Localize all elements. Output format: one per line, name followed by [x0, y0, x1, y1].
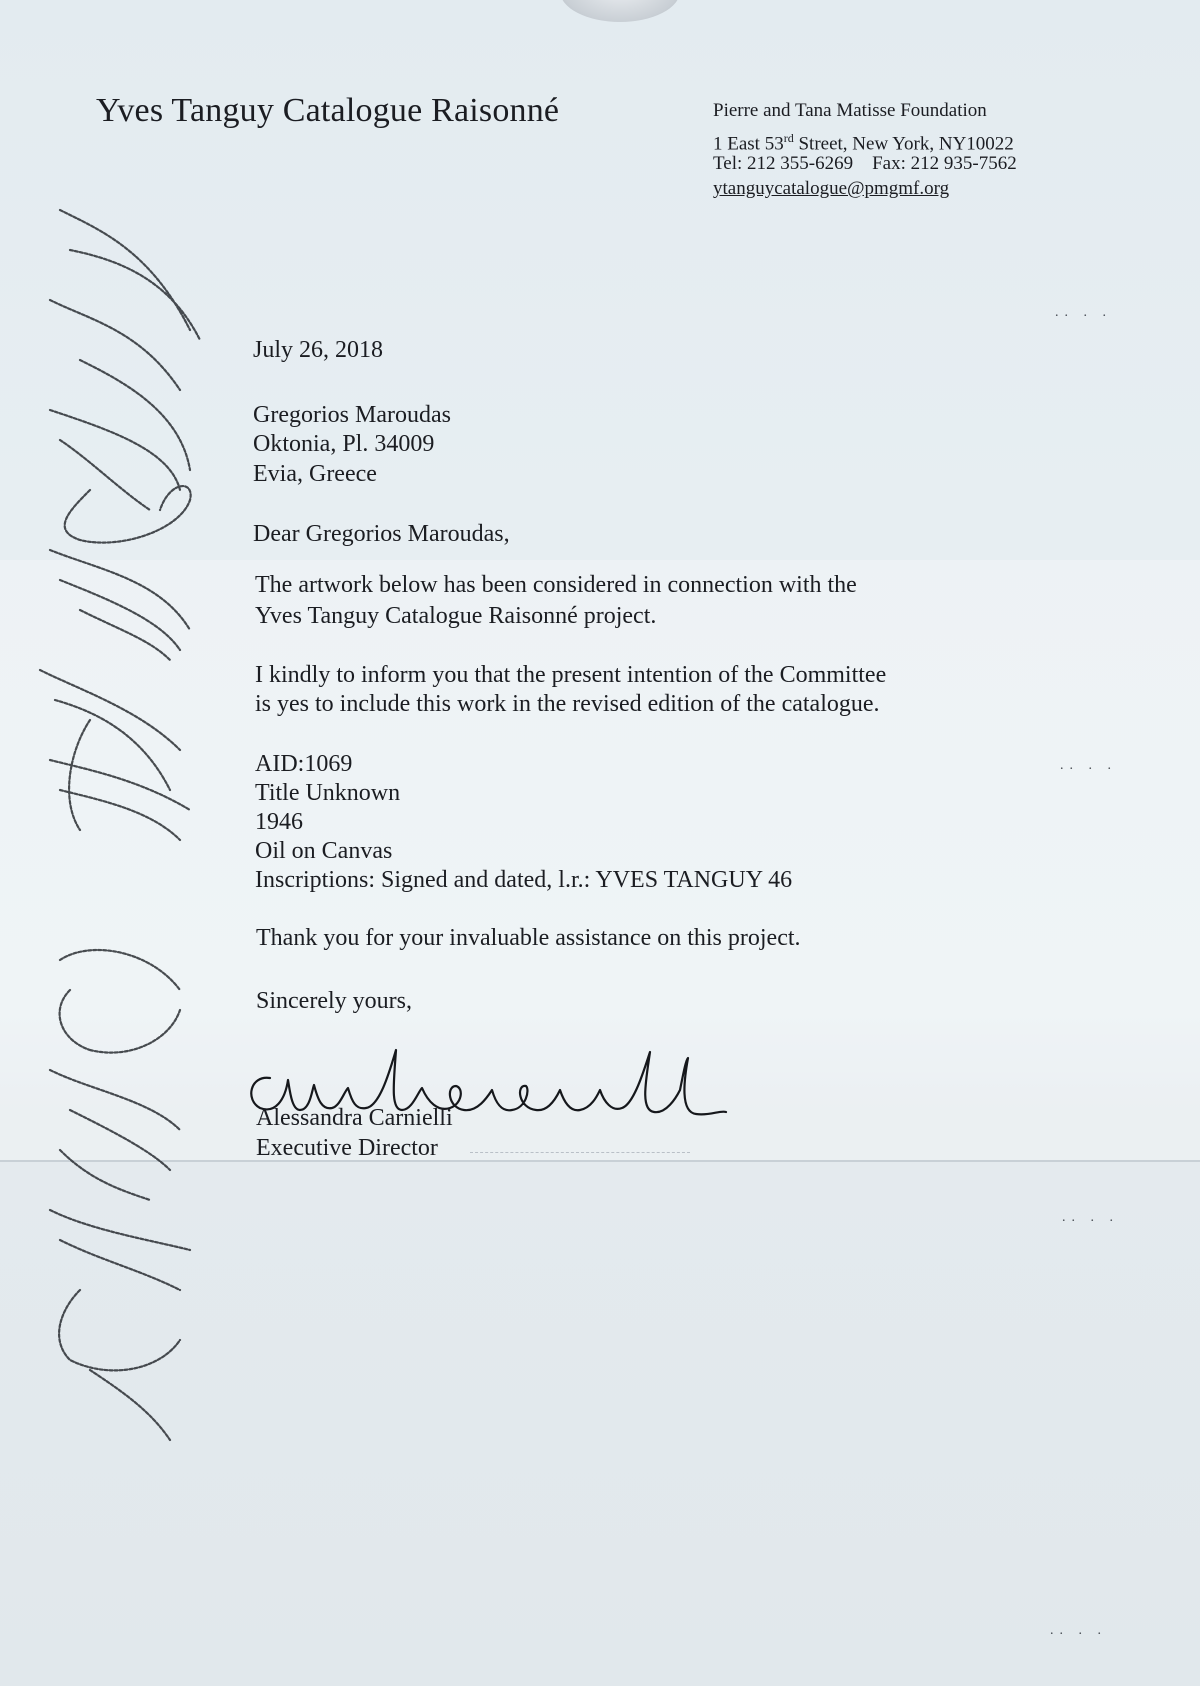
letterhead-title: Yves Tanguy Catalogue Raisonné [96, 92, 560, 129]
signer-name: Alessandra Carnielli [256, 1105, 453, 1131]
speck: .. . . [1062, 1210, 1119, 1225]
speck: .. . . [1050, 1623, 1107, 1638]
salutation: Dear Gregorios Maroudas, [253, 521, 510, 547]
paragraph2-line1: I kindly to inform you that the present intention of the Committee [255, 662, 887, 688]
artwork-title: Title Unknown [255, 780, 401, 806]
speck: .. . . [1060, 758, 1117, 773]
foundation-street: 1 East 53rd Street, New York, NY10022 [713, 131, 1014, 155]
magnet-pin [560, 0, 680, 22]
artwork-year: 1946 [255, 809, 303, 835]
artwork-aid: AID:1069 [255, 751, 353, 777]
signer-title: Executive Director [256, 1135, 438, 1161]
closing: Sincerely yours, [256, 988, 412, 1014]
letter-date: July 26, 2018 [253, 337, 384, 363]
signature-rule [470, 1152, 690, 1153]
paragraph1-line2: Yves Tanguy Catalogue Raisonné project. [255, 603, 657, 629]
recipient-address-line2: Evia, Greece [253, 461, 377, 487]
artwork-inscriptions: Inscriptions: Signed and dated, l.r.: YVES TANGUY 46 [255, 867, 793, 893]
paragraph1-line1: The artwork below has been considered in connection with the [255, 572, 857, 598]
handwritten-stamp [30, 190, 230, 1460]
foundation-email[interactable]: ytanguycatalogue@pmgmf.org [713, 178, 950, 199]
fax: Fax: 212 935-7562 [872, 153, 1017, 174]
phone: Tel: 212 355-6269 [713, 153, 854, 174]
artwork-medium: Oil on Canvas [255, 838, 393, 864]
recipient-name: Gregorios Maroudas [253, 402, 451, 428]
foundation-name: Pierre and Tana Matisse Foundation [713, 100, 987, 121]
paragraph2-line2: is yes to include this work in the revised edition of the catalogue. [255, 691, 880, 717]
thanks-line: Thank you for your invaluable assistance on this project. [256, 925, 801, 951]
speck: .. . . [1055, 305, 1112, 320]
foundation-phone-fax [713, 151, 1017, 177]
recipient-address-line1: Oktonia, Pl. 34009 [253, 431, 435, 457]
